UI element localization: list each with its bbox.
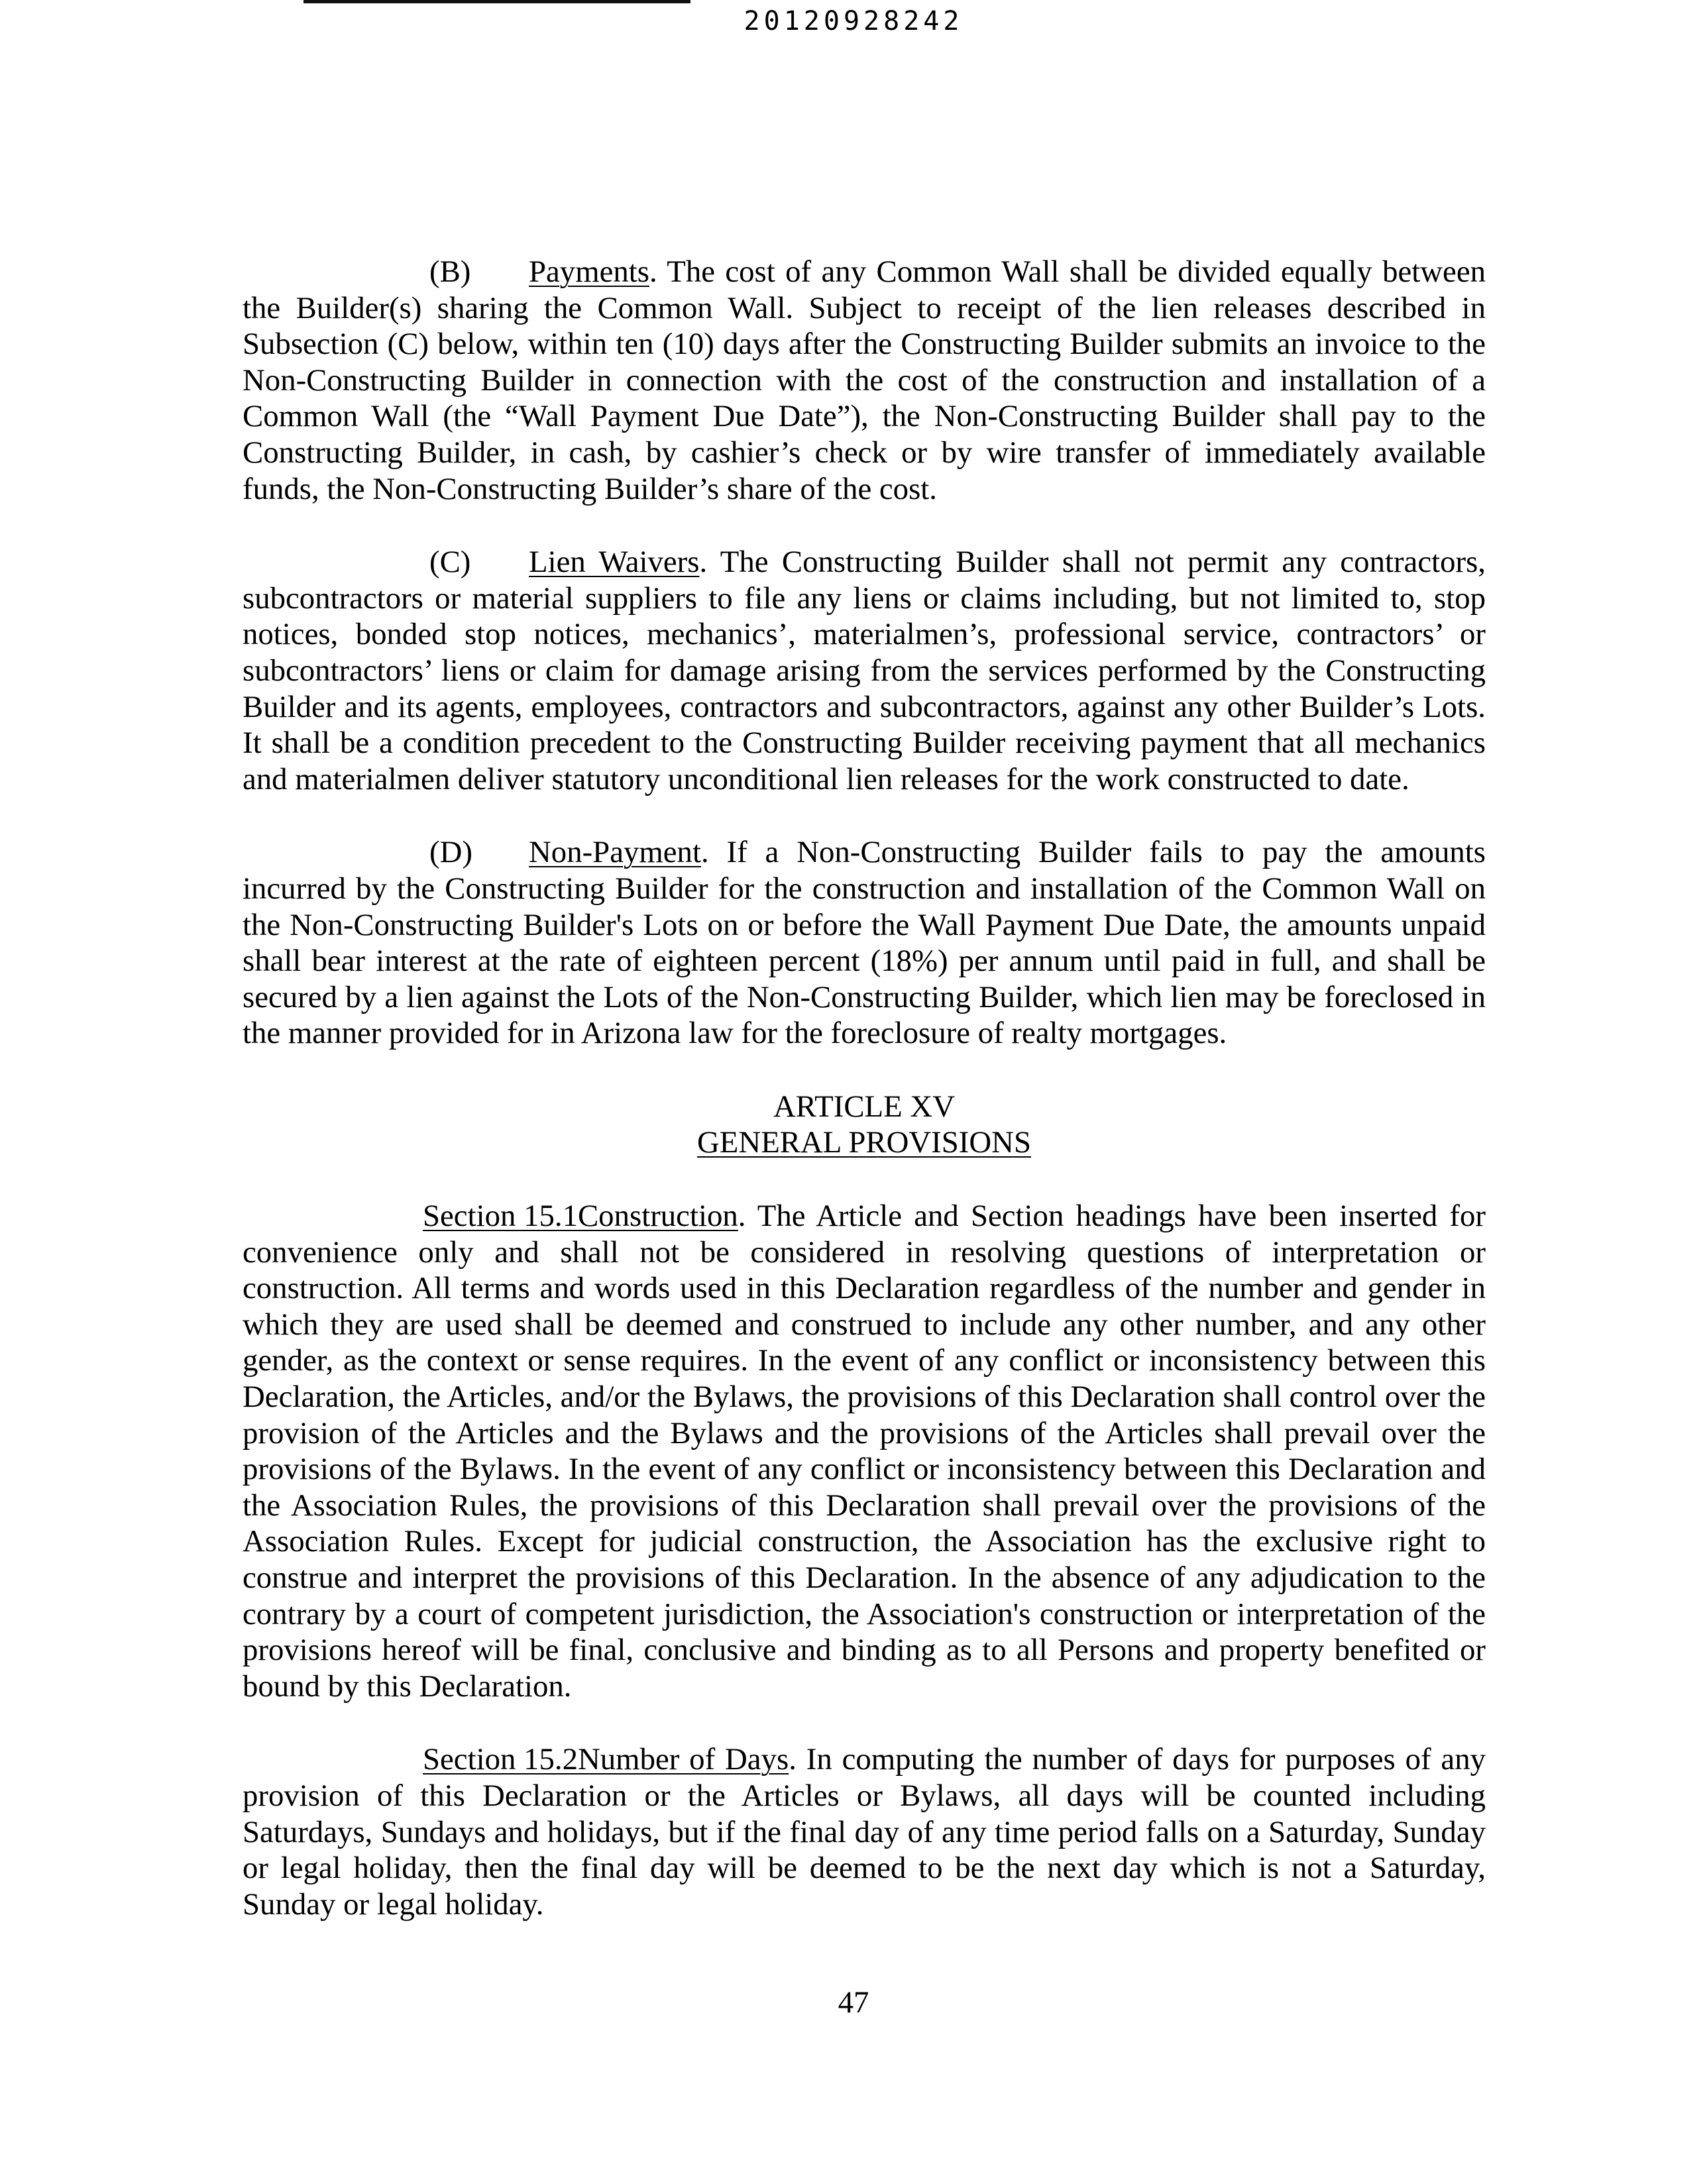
paragraph-text: . The cost of any Common Wall shall be divided equally between the Builder(s) sharing the Common Wall. Subject to receipt of the lien releases described in Subsection (C) below, within ten (10) days after the Constructing Builder submits an invoice to the Non-Constructing Builder in connection with the cost of the construction and installation of a Common Wall (the “Wall Payment Due Date”), the Non-Constructing Builder shall pay to the Constructing Builder, in cash, by cashier’s check or by wire transfer of immediately available funds, the Non-Constructing Builder’s share of the cost.: [243, 254, 1486, 506]
section-text: . In computing the number of days for purposes of any provision of this Declaration or the Articles or Bylaws, all days will be counted including Saturdays, Sundays and holidays, but if the final day of any time period falls on a Saturday, Sunday or legal holiday, then the final day will be deemed to be the next day which is not a Saturday, Sunday or legal holiday.: [243, 1742, 1486, 1922]
paragraph-c-lien-waivers: [243, 544, 1486, 797]
paragraph-marker: (D): [429, 835, 472, 870]
paragraph-title: Non-Payment: [529, 835, 701, 870]
section-15-2: [243, 1741, 1486, 1922]
paragraph-title: Lien Waivers: [529, 545, 700, 580]
article-title: GENERAL PROVISIONS: [697, 1125, 1031, 1160]
paragraph-b-payments: [243, 254, 1486, 507]
paragraph-marker: (C): [429, 545, 471, 580]
paragraph-text: . If a Non-Constructing Builder fails to pay the amounts incurred by the Constructing Builder for the construction and installation of the Common Wall on the Non-Constructing Builder's Lots on or before the Wall Payment Due Date, the amounts unpaid shall bear interest at the rate of eighteen percent (18%) per annum until paid in full, and shall be secured by a lien against the Lots of the Non-Constructing Builder, which lien may be foreclosed in the manner provided for in Arizona law for the foreclosure of realty mortgages.: [243, 835, 1486, 1051]
article-number: ARTICLE XV: [773, 1089, 956, 1124]
page-number: 47: [838, 1985, 869, 2020]
section-title: Number of Days: [577, 1742, 789, 1777]
section-title: Construction: [577, 1199, 738, 1234]
paragraph-marker: (B): [429, 254, 471, 289]
article-heading: [243, 1089, 1486, 1161]
paragraph-text: . The Constructing Builder shall not permit any contractors, subcontractors or material suppliers to file any liens or claims including, but not limited to, stop notices, bonded stop notices, mechanics’, materialmen’s, professional service, contractors’ or subcontractors’ liens or claim for damage arising from the services performed by the Constructing Builder and its agents, employees, contractors and subcontractors, against any other Builder’s Lots. It shall be a condition precedent to the Constructing Builder receiving payment that all mechanics and materialmen deliver statutory unconditional lien releases for the work constructed to date.: [243, 545, 1486, 796]
paragraph-d-non-payment: [243, 834, 1486, 1052]
section-15-1: [243, 1198, 1486, 1704]
section-text: . The Article and Section headings have been inserted for convenience only and shall not be considered in resolving questions of interpretation or construction. All terms and words used in this Declaration regardless of the number and gender in which they are used shall be deemed and construed to include any other number, and any other gender, as the context or sense requires. In the event of any conflict or inconsistency between this Declaration, the Articles, and/or the Bylaws, the provisions of this Declaration shall control over the provision of the Articles and the Bylaws and the provisions of the Articles shall prevail over the provisions of the Bylaws. In the event of any conflict or inconsistency between this Declaration and the Association Rules, the provisions of this Declaration shall prevail over the provisions of the Association Rules. Except for judicial construction, the Association has the exclusive right to construe and interpret the provisions of this Declaration. In the absence of any adjudication to the contrary by a court of competent jurisdiction, the Association's construction or interpretation of the provisions hereof will be final, conclusive and binding as to all Persons and property benefited or bound by this Declaration.: [243, 1199, 1486, 1704]
section-number: Section 15.2: [423, 1742, 578, 1777]
section-number: Section 15.1: [423, 1199, 578, 1234]
paragraph-title: Payments: [529, 254, 649, 289]
document-number: 20120928242: [743, 6, 964, 36]
page-body: [243, 254, 1486, 1959]
